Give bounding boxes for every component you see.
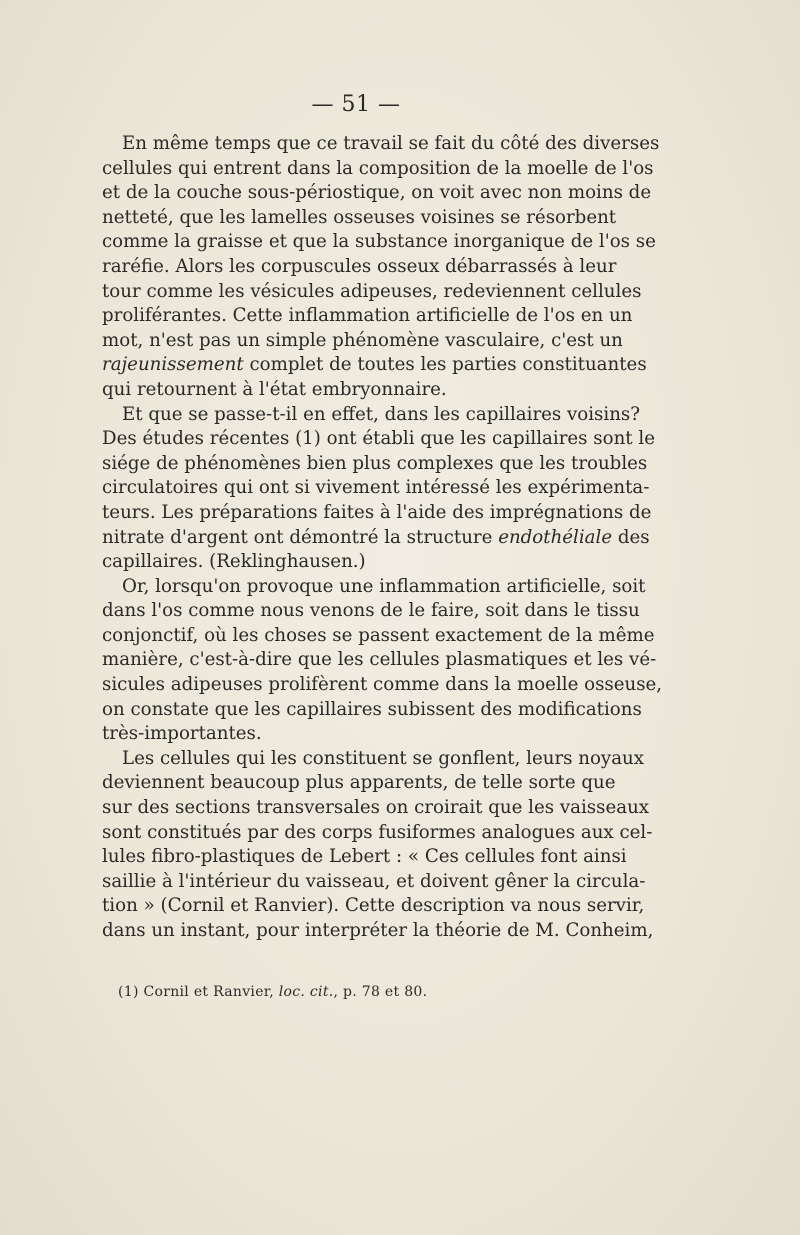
text-line: Des études récentes (1) ont établi que les capillaires sont le: [102, 428, 655, 450]
text-line: saillie à l'intérieur du vaisseau, et doivent gêner la circula-: [102, 870, 646, 892]
text-line: et de la couche sous-périostique, on voit avec non moins de: [102, 182, 652, 204]
text-line: conjonctif, où les choses se passent exactement de la même: [102, 624, 655, 646]
text-line: raréfie. Alors les corpuscules osseux débarrassés à leur: [102, 255, 617, 277]
text-line: mot, n'est pas un simple phénomène vasculaire, c'est un: [102, 329, 623, 351]
text-line: teurs. Les préparations faites à l'aide des imprégnations de: [102, 501, 652, 523]
text-line: deviennent beaucoup plus apparents, de telle sorte que: [102, 772, 616, 794]
text-line: proliférantes. Cette inflammation artificielle de l'os en un: [102, 305, 633, 327]
text-line: on constate que les capillaires subissent des modifications: [102, 698, 642, 720]
body-text: [102, 132, 663, 944]
footnote-italic: loc. cit.: [278, 984, 334, 1000]
italic-term: endothéliale: [498, 526, 613, 548]
text-line: sur des sections transversales on croirait que les vaisseaux: [102, 797, 650, 819]
text-line: comme la graisse et que la substance inorganique de l'os se: [102, 231, 656, 253]
text-line: dans l'os comme nous venons de le faire, soit dans le tissu: [102, 600, 640, 622]
page-number: — 51 —: [311, 92, 401, 117]
text-line: nitrate d'argent ont démontré la structure endothéliale des: [102, 526, 650, 548]
italic-term: rajeunissement: [102, 354, 244, 376]
text-line: En même temps que ce travail se fait du côté des diverses: [122, 133, 660, 154]
footnote-prefix: (1) Cornil et Ranvier,: [118, 984, 279, 1000]
text-line: circulatoires qui ont si vivement intéressé les expérimenta-: [102, 477, 650, 499]
text-line: rajeunissement complet de toutes les parties constituantes: [102, 354, 647, 376]
text-line: très-importantes.: [102, 723, 262, 745]
text-line: Les cellules qui les constituent se gonflent, leurs noyaux: [122, 747, 645, 769]
text-line: siége de phénomènes bien plus complexes que les troubles: [102, 452, 648, 474]
text-line: lules fibro-plastiques de Lebert : « Ces cellules font ainsi: [102, 846, 627, 868]
footnote-suffix: , p. 78 et 80.: [333, 984, 428, 1000]
text-line: manière, c'est-à-dire que les cellules plasmatiques et les vé-: [102, 649, 657, 671]
text-line: dans un instant, pour interpréter la théorie de M. Conheim,: [102, 920, 654, 941]
text-line: Or, lorsqu'on provoque une inflammation artificielle, soit: [122, 575, 646, 597]
text-line: qui retournent à l'état embryonnaire.: [102, 378, 447, 400]
footnote: [118, 984, 427, 1000]
text-line: tour comme les vésicules adipeuses, redeviennent cellules: [102, 280, 642, 302]
text-line: netteté, que les lamelles osseuses voisines se résorbent: [102, 206, 617, 228]
text-line: Et que se passe-t-il en effet, dans les capillaires voisins?: [122, 403, 641, 425]
text-line: tion » (Cornil et Ranvier). Cette description va nous servir,: [102, 895, 645, 917]
text-line: sicules adipeuses prolifèrent comme dans la moelle osseuse,: [102, 674, 663, 696]
text-line: cellules qui entrent dans la composition de la moelle de l'os: [102, 157, 654, 179]
text-line: sont constitués par des corps fusiformes analogues aux cel-: [102, 821, 653, 843]
text-line: capillaires. (Reklinghausen.): [102, 551, 366, 573]
